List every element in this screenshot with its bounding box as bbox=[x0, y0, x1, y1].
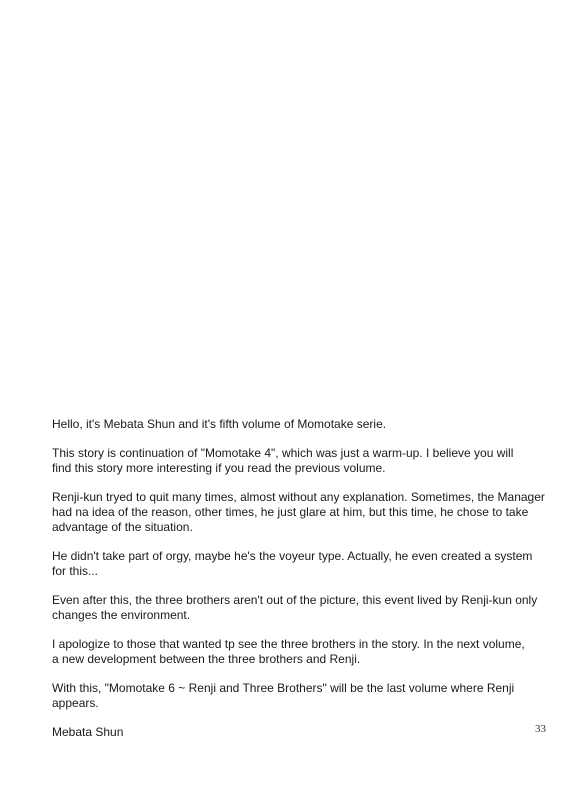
paragraph-continuation: This story is continuation of "Momotake 4", which was just a warm-up. I believe you will find this story more interesting if you read the previous volume. bbox=[52, 446, 514, 475]
author-signature: Mebata Shun bbox=[52, 725, 124, 739]
paragraph-greeting: Hello, it's Mebata Shun and it's fifth volume of Momotake serie. bbox=[52, 417, 387, 431]
page-number: 33 bbox=[535, 723, 546, 735]
paragraph-last-volume: With this, "Momotake 6 ~ Renji and Three Brothers" will be the last volume where Renji appears. bbox=[52, 681, 515, 710]
afterword-text bbox=[52, 417, 552, 740]
paragraph-three-brothers: Even after this, the three brothers aren't out of the picture, this event lived by Renji-kun only changes the environment. bbox=[52, 593, 538, 622]
paragraph-apology: I apologize to those that wanted tp see the three brothers in the story. In the next volume, a new development between the three brothers and Renji. bbox=[52, 637, 525, 666]
paragraph-orgy: He didn't take part of orgy, maybe he's the voyeur type. Actually, he even created a system for this... bbox=[52, 549, 533, 578]
paragraph-renji-quit: Renji-kun tryed to quit many times, almost without any explanation. Sometimes, the Manager had na idea of the reason, other times, he just glare at him, but this time, he chose to take advantage of the situation. bbox=[52, 490, 545, 534]
